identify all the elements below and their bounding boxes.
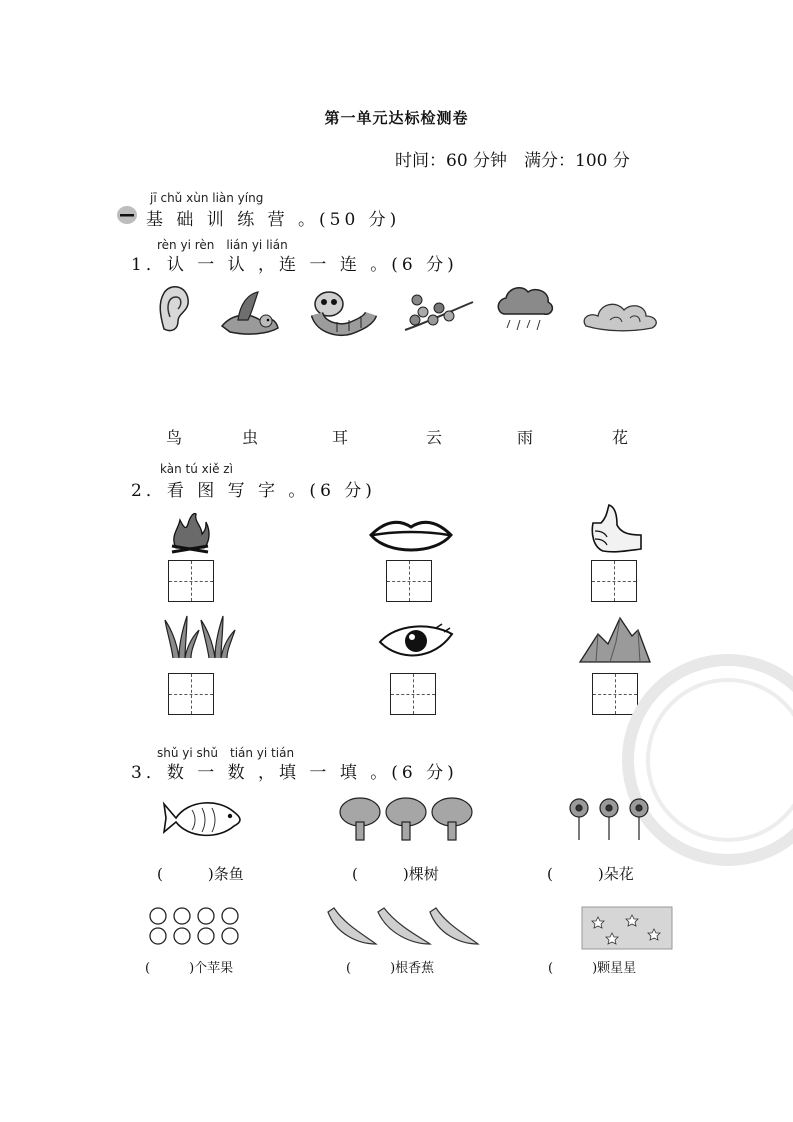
q1-word[interactable]: 虫 xyxy=(242,428,259,447)
section-title: 基 础 训 练 营 。(50 分) xyxy=(146,210,401,230)
apple-icon xyxy=(146,906,248,948)
page-title: 第一单元达标检测卷 xyxy=(324,109,469,127)
writing-box[interactable] xyxy=(390,673,436,715)
writing-box[interactable] xyxy=(591,560,637,602)
worm-icon[interactable] xyxy=(307,288,373,334)
count-tree-label[interactable]: ( )棵树 xyxy=(352,865,439,883)
q3-pinyin: shǔ yi shǔ tián yi tián xyxy=(157,746,295,760)
stars-icon xyxy=(582,907,672,949)
flower-branch-icon[interactable] xyxy=(403,290,475,334)
q2-text: 2．看 图 写 字 。(6 分) xyxy=(131,481,376,501)
count-flower-label[interactable]: ( )朵花 xyxy=(547,865,634,883)
bird-icon[interactable] xyxy=(218,290,280,338)
thumb-icon xyxy=(585,503,643,555)
count-banana-label[interactable]: ( )根香蕉 xyxy=(346,961,435,976)
q1-word[interactable]: 花 xyxy=(612,428,629,447)
count-fish-label[interactable]: ( )条鱼 xyxy=(157,865,244,883)
count-apple-label[interactable]: ( )个苹果 xyxy=(145,961,234,976)
tree-icon xyxy=(338,796,478,842)
writing-box[interactable] xyxy=(386,560,432,602)
fire-icon xyxy=(170,512,210,554)
q1-word[interactable]: 雨 xyxy=(517,428,534,447)
mouth-icon xyxy=(369,517,453,555)
exam-meta: 时间：60 分钟 满分：100 分 xyxy=(395,151,630,171)
section-number-icon xyxy=(117,205,137,225)
flower-icon xyxy=(567,798,657,842)
cloud-icon[interactable] xyxy=(580,298,660,334)
section-pinyin: jī chǔ xùn liàn yíng xyxy=(150,191,264,205)
writing-box[interactable] xyxy=(168,560,214,602)
eye-icon xyxy=(378,622,454,662)
rain-cloud-icon[interactable] xyxy=(496,284,554,334)
q2-pinyin: kàn tú xiě zì xyxy=(160,462,233,476)
q1-word[interactable]: 云 xyxy=(426,428,443,447)
ear-icon[interactable] xyxy=(158,285,190,335)
grass-icon xyxy=(165,614,239,660)
q1-word[interactable]: 鸟 xyxy=(166,428,183,447)
q1-text: 1．认 一 认 ，连 一 连 。(6 分) xyxy=(131,255,458,275)
q1-word[interactable]: 耳 xyxy=(332,428,349,447)
q1-pinyin: rèn yi rèn lián yi lián xyxy=(157,238,288,252)
writing-box[interactable] xyxy=(168,673,214,715)
q3-text: 3．数 一 数 ，填 一 填 。(6 分) xyxy=(131,763,458,783)
banana-icon xyxy=(326,904,486,950)
fish-icon xyxy=(162,796,244,842)
count-star-label[interactable]: ( )颗星星 xyxy=(548,961,637,976)
